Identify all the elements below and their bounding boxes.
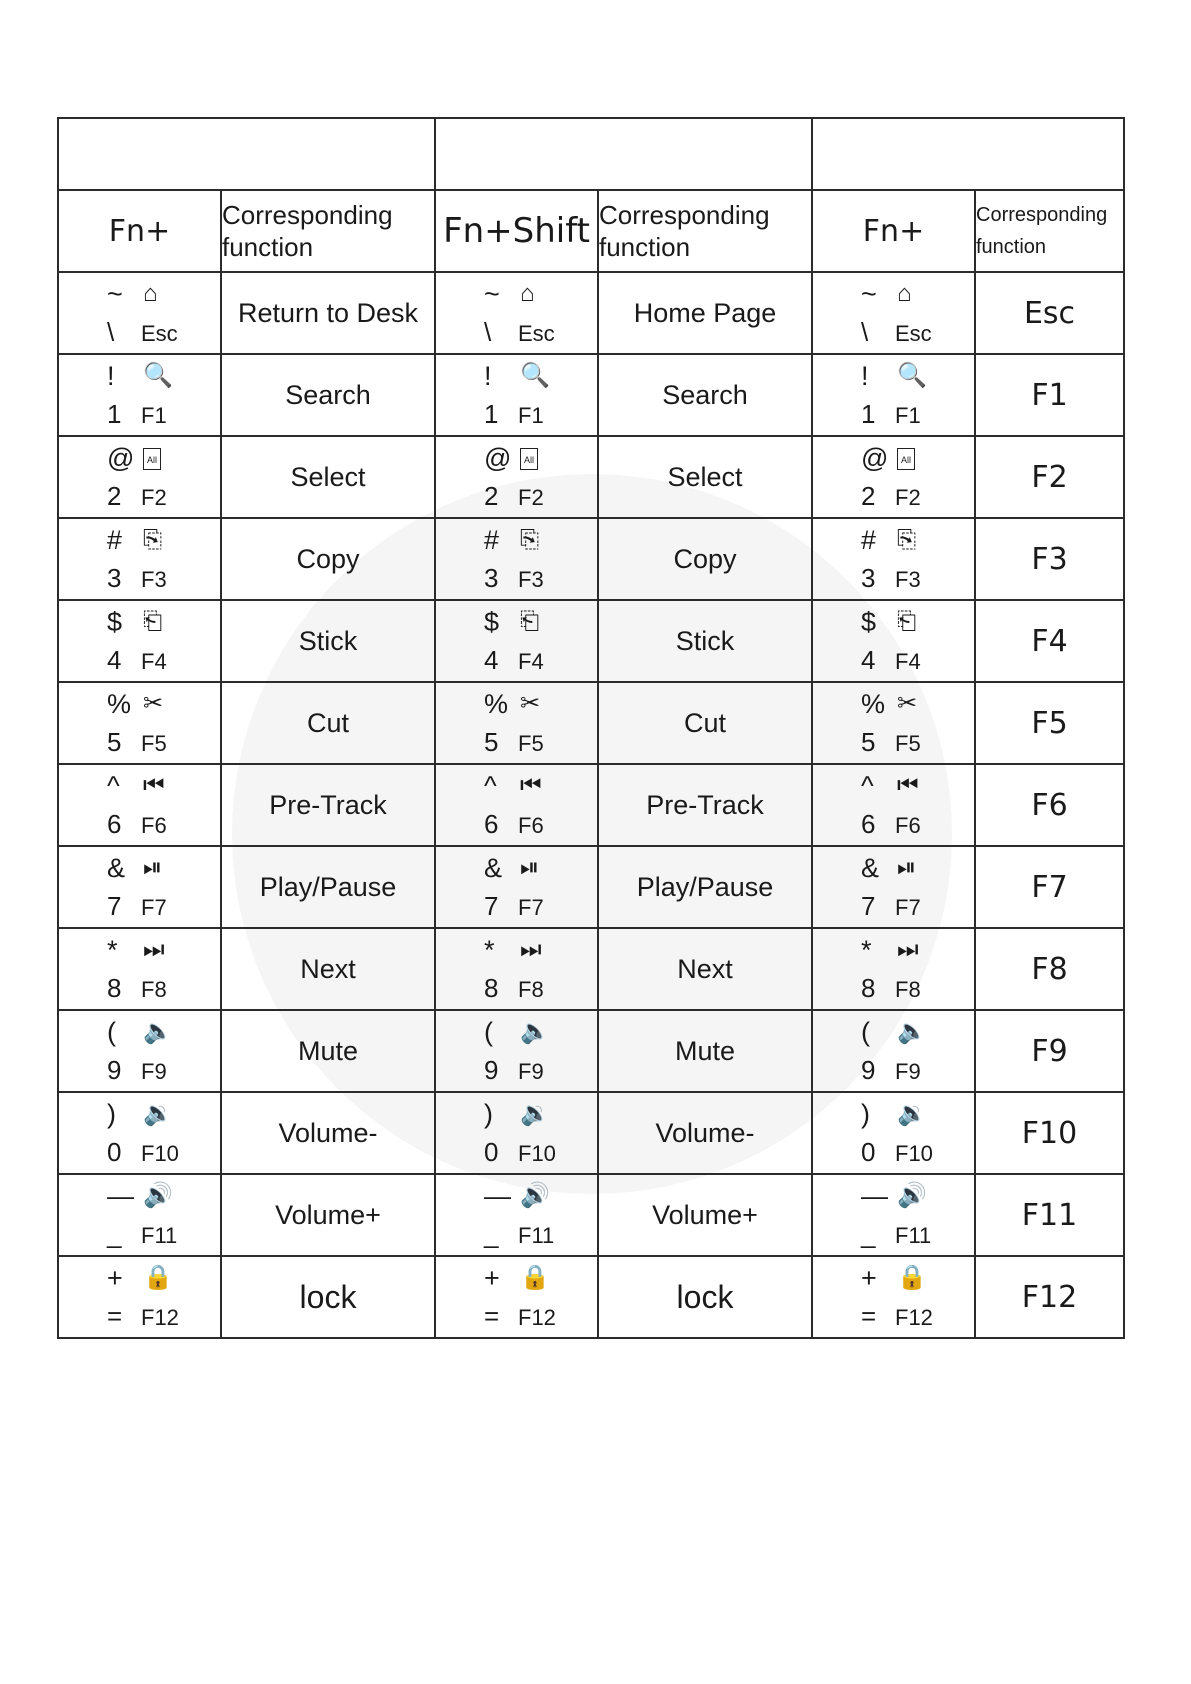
key-base-symbol: 2 [484,481,499,511]
key-shift-symbol: & [484,853,503,883]
key-cell [812,682,975,764]
key-cell [58,1174,221,1256]
key-base-symbol: 9 [861,1055,876,1085]
key-fn-label: F7 [518,895,544,920]
blank-header-row [58,118,1124,190]
key-cell [435,1010,598,1092]
key-fn-label: Esc [895,321,932,346]
key-cell [812,846,975,928]
key-cell [812,764,975,846]
key-cell [58,846,221,928]
key-base-symbol: 3 [484,563,499,593]
key-shift-symbol: * [107,935,118,965]
function-label: Cut [598,682,812,764]
shortcut-table [57,117,1125,1339]
header-function: Corresponding function [221,190,435,272]
key-base-symbol: \ [484,317,492,347]
key-shift-symbol: ! [484,361,492,391]
table-row [58,1256,1124,1338]
key-fn-label: F5 [141,731,167,756]
key-shift-symbol: — [107,1181,134,1211]
key-fn-label: F2 [141,485,167,510]
key-fn-label: F12 [518,1305,556,1330]
key-shift-symbol: + [107,1263,123,1293]
key-base-symbol: 5 [861,727,876,757]
function-label: Search [598,354,812,436]
key-fn-label: F12 [895,1305,933,1330]
function-label: Select [221,436,435,518]
key-shift-symbol: ~ [484,279,500,309]
key-base-symbol: 7 [861,891,876,921]
key-base-symbol: 6 [484,809,499,839]
key-shift-symbol: $ [107,607,123,637]
key-base-symbol: 0 [107,1137,122,1167]
search-icon: 🔍 [897,362,927,389]
key-fn-label: F10 [895,1141,933,1166]
table-row [58,518,1124,600]
key-base-symbol: = [861,1301,877,1331]
table-row [58,600,1124,682]
function-label: Mute [598,1010,812,1092]
key-shift-symbol: ~ [107,279,123,309]
function-label: Next [221,928,435,1010]
key-fn-label: F1 [518,403,544,428]
function-label: Volume+ [598,1174,812,1256]
function-label: lock [221,1256,435,1338]
function-key-label: F2 [975,436,1124,518]
key-cell [58,1010,221,1092]
mute-icon: 🔈 [143,1018,173,1045]
key-fn-label: F7 [895,895,921,920]
key-fn-label: F2 [895,485,921,510]
key-fn-label: F11 [141,1223,178,1248]
header-fn: Fn+ [58,190,221,272]
key-base-symbol: = [107,1301,123,1331]
function-label: Volume+ [221,1174,435,1256]
next-track-icon: ⏭ [520,936,542,963]
key-shift-symbol: @ [484,443,512,473]
key-shift-symbol: * [861,935,872,965]
key-fn-label: F5 [895,731,921,756]
select-all-icon: All [520,443,538,473]
key-base-symbol: 8 [107,973,122,1003]
key-shift-symbol: % [484,689,509,719]
key-base-symbol: _ [484,1219,499,1249]
search-icon: 🔍 [520,362,550,389]
key-cell [812,1092,975,1174]
function-label: Cut [221,682,435,764]
function-label: Play/Pause [598,846,812,928]
key-base-symbol: 3 [107,563,122,593]
key-shift-symbol: ! [861,361,869,391]
key-cell [58,682,221,764]
header-fn: Fn+ [812,190,975,272]
key-shift-symbol: — [484,1181,511,1211]
lock-icon: 🔒 [897,1264,927,1291]
key-fn-label: F7 [141,895,167,920]
key-cell [58,928,221,1010]
key-base-symbol: \ [107,317,115,347]
copy-icon: ⎘ [897,526,917,553]
table-row [58,1174,1124,1256]
key-cell [812,518,975,600]
key-fn-label: F8 [518,977,544,1002]
function-label: Play/Pause [221,846,435,928]
paste-icon: ⎗ [143,608,163,635]
function-label: Select [598,436,812,518]
key-cell [812,436,975,518]
key-base-symbol: 4 [107,645,122,675]
key-base-symbol: 6 [107,809,122,839]
next-track-icon: ⏭ [143,936,165,963]
key-fn-label: F1 [141,403,167,428]
key-fn-label: F9 [895,1059,921,1084]
key-fn-label: Esc [141,321,178,346]
key-base-symbol: 9 [484,1055,499,1085]
key-base-symbol: 6 [861,809,876,839]
key-shift-symbol: & [107,853,126,883]
function-key-label: F9 [975,1010,1124,1092]
key-fn-label: Esc [518,321,555,346]
cut-icon: ✂ [520,690,541,717]
key-shift-symbol: & [861,853,880,883]
key-base-symbol: 1 [861,399,876,429]
lock-icon: 🔒 [143,1264,173,1291]
key-shift-symbol: * [484,935,495,965]
key-fn-label: F6 [141,813,167,838]
key-base-symbol: 2 [107,481,122,511]
blank-cell [58,118,435,190]
function-label: Search [221,354,435,436]
key-base-symbol: 3 [861,563,876,593]
next-track-icon: ⏭ [897,936,919,963]
key-fn-label: F2 [518,485,544,510]
key-fn-label: F10 [141,1141,179,1166]
volume-up-icon: 🔊 [143,1182,173,1209]
play-pause-icon: ⏯ [520,854,540,881]
key-shift-symbol: $ [484,607,500,637]
search-icon: 🔍 [143,362,173,389]
key-fn-label: F10 [518,1141,556,1166]
key-cell [435,682,598,764]
table-row [58,928,1124,1010]
key-shift-symbol: ( [107,1017,116,1047]
blank-cell [812,118,1124,190]
key-cell [58,518,221,600]
key-shift-symbol: ( [861,1017,870,1047]
function-label: Pre-Track [598,764,812,846]
previous-track-icon: ⏮ [143,772,165,799]
key-shift-symbol: ! [107,361,115,391]
key-shift-symbol: + [861,1263,877,1293]
key-base-symbol: 5 [107,727,122,757]
function-key-label: F5 [975,682,1124,764]
table-row [58,1010,1124,1092]
key-shift-symbol: ^ [861,771,874,801]
key-fn-label: F4 [895,649,921,674]
key-base-symbol: 7 [484,891,499,921]
function-label: Next [598,928,812,1010]
key-base-symbol: 1 [484,399,499,429]
key-fn-label: F3 [895,567,921,592]
table-row [58,272,1124,354]
mute-icon: 🔈 [897,1018,927,1045]
key-shift-symbol: ~ [861,279,877,309]
key-shift-symbol: # [861,525,877,555]
key-base-symbol: \ [861,317,869,347]
key-fn-label: F12 [141,1305,179,1330]
volume-down-icon: 🔉 [520,1100,550,1127]
key-cell [435,764,598,846]
key-shift-symbol: + [484,1263,500,1293]
select-all-icon: All [897,443,915,473]
key-shift-symbol: $ [861,607,877,637]
key-base-symbol: 7 [107,891,122,921]
function-label: Mute [221,1010,435,1092]
volume-up-icon: 🔊 [897,1182,927,1209]
key-base-symbol: 8 [861,973,876,1003]
function-label: Stick [598,600,812,682]
paste-icon: ⎗ [897,608,917,635]
previous-track-icon: ⏮ [520,772,542,799]
table-row [58,1092,1124,1174]
key-fn-label: F9 [141,1059,167,1084]
key-fn-label: F9 [518,1059,544,1084]
key-fn-label: F1 [895,403,921,428]
key-fn-label: F4 [518,649,544,674]
key-cell [58,764,221,846]
header-function: Corresponding function [598,190,812,272]
function-label: Home Page [598,272,812,354]
home-icon: ⌂ [520,280,535,307]
lock-icon: 🔒 [520,1264,550,1291]
key-cell [435,1256,598,1338]
key-fn-label: F11 [518,1223,555,1248]
previous-track-icon: ⏮ [897,772,919,799]
table-row [58,682,1124,764]
key-cell [435,518,598,600]
volume-up-icon: 🔊 [520,1182,550,1209]
key-shift-symbol: # [484,525,500,555]
home-icon: ⌂ [897,280,912,307]
function-key-label: F4 [975,600,1124,682]
key-cell [812,354,975,436]
key-base-symbol: 2 [861,481,876,511]
key-cell [58,354,221,436]
table-row [58,436,1124,518]
key-shift-symbol: ) [107,1099,116,1129]
function-key-label: F10 [975,1092,1124,1174]
key-base-symbol: 0 [861,1137,876,1167]
key-shift-symbol: ( [484,1017,493,1047]
key-fn-label: F6 [518,813,544,838]
function-key-label: F1 [975,354,1124,436]
key-shift-symbol: @ [107,443,135,473]
key-shift-symbol: ) [484,1099,493,1129]
cut-icon: ✂ [897,690,918,717]
function-key-label: Esc [975,272,1124,354]
mute-icon: 🔈 [520,1018,550,1045]
play-pause-icon: ⏯ [897,854,917,881]
key-shift-symbol: % [861,689,886,719]
function-label: Copy [221,518,435,600]
key-cell [812,600,975,682]
key-cell [812,1010,975,1092]
table-row [58,354,1124,436]
cut-icon: ✂ [143,690,164,717]
key-cell [435,272,598,354]
key-cell [435,354,598,436]
key-fn-label: F6 [895,813,921,838]
function-label: lock [598,1256,812,1338]
table-row [58,846,1124,928]
function-label: Volume- [598,1092,812,1174]
key-cell [58,600,221,682]
function-key-label: F6 [975,764,1124,846]
key-base-symbol: 5 [484,727,499,757]
function-label: Volume- [221,1092,435,1174]
key-fn-label: F3 [518,567,544,592]
key-shift-symbol: ^ [107,771,120,801]
header-function: Corresponding function [975,190,1124,272]
function-key-label: F8 [975,928,1124,1010]
key-fn-label: F4 [141,649,167,674]
home-icon: ⌂ [143,280,158,307]
key-cell [812,1174,975,1256]
key-fn-label: F8 [141,977,167,1002]
function-label: Copy [598,518,812,600]
key-fn-label: F5 [518,731,544,756]
key-base-symbol: 0 [484,1137,499,1167]
key-base-symbol: 8 [484,973,499,1003]
volume-down-icon: 🔉 [143,1100,173,1127]
key-shift-symbol: % [107,689,132,719]
key-cell [435,436,598,518]
key-base-symbol: 9 [107,1055,122,1085]
key-cell [435,928,598,1010]
table-row [58,764,1124,846]
header-fn-shift: Fn+Shift [435,190,598,272]
key-base-symbol: 1 [107,399,122,429]
column-header-row [58,190,1124,272]
key-shift-symbol: ) [861,1099,870,1129]
function-label: Pre-Track [221,764,435,846]
key-cell [812,928,975,1010]
key-cell [435,600,598,682]
function-label: Stick [221,600,435,682]
key-base-symbol: _ [107,1219,122,1249]
key-base-symbol: _ [861,1219,876,1249]
key-cell [435,846,598,928]
key-cell [812,272,975,354]
key-fn-label: F3 [141,567,167,592]
key-cell [435,1174,598,1256]
function-label: Return to Desk [221,272,435,354]
key-cell [435,1092,598,1174]
function-key-label: F12 [975,1256,1124,1338]
blank-cell [435,118,812,190]
function-key-label: F3 [975,518,1124,600]
key-cell [812,1256,975,1338]
key-fn-label: F11 [895,1223,932,1248]
key-base-symbol: = [484,1301,500,1331]
function-key-label: F7 [975,846,1124,928]
select-all-icon: All [143,443,161,473]
copy-icon: ⎘ [520,526,540,553]
key-cell [58,1092,221,1174]
key-fn-label: F8 [895,977,921,1002]
key-cell [58,1256,221,1338]
paste-icon: ⎗ [520,608,540,635]
key-cell [58,272,221,354]
play-pause-icon: ⏯ [143,854,163,881]
key-cell [58,436,221,518]
key-shift-symbol: @ [861,443,889,473]
copy-icon: ⎘ [143,526,163,553]
function-key-label: F11 [975,1174,1124,1256]
volume-down-icon: 🔉 [897,1100,927,1127]
key-base-symbol: 4 [861,645,876,675]
key-base-symbol: 4 [484,645,499,675]
key-shift-symbol: — [861,1181,888,1211]
key-shift-symbol: ^ [484,771,497,801]
key-shift-symbol: # [107,525,123,555]
